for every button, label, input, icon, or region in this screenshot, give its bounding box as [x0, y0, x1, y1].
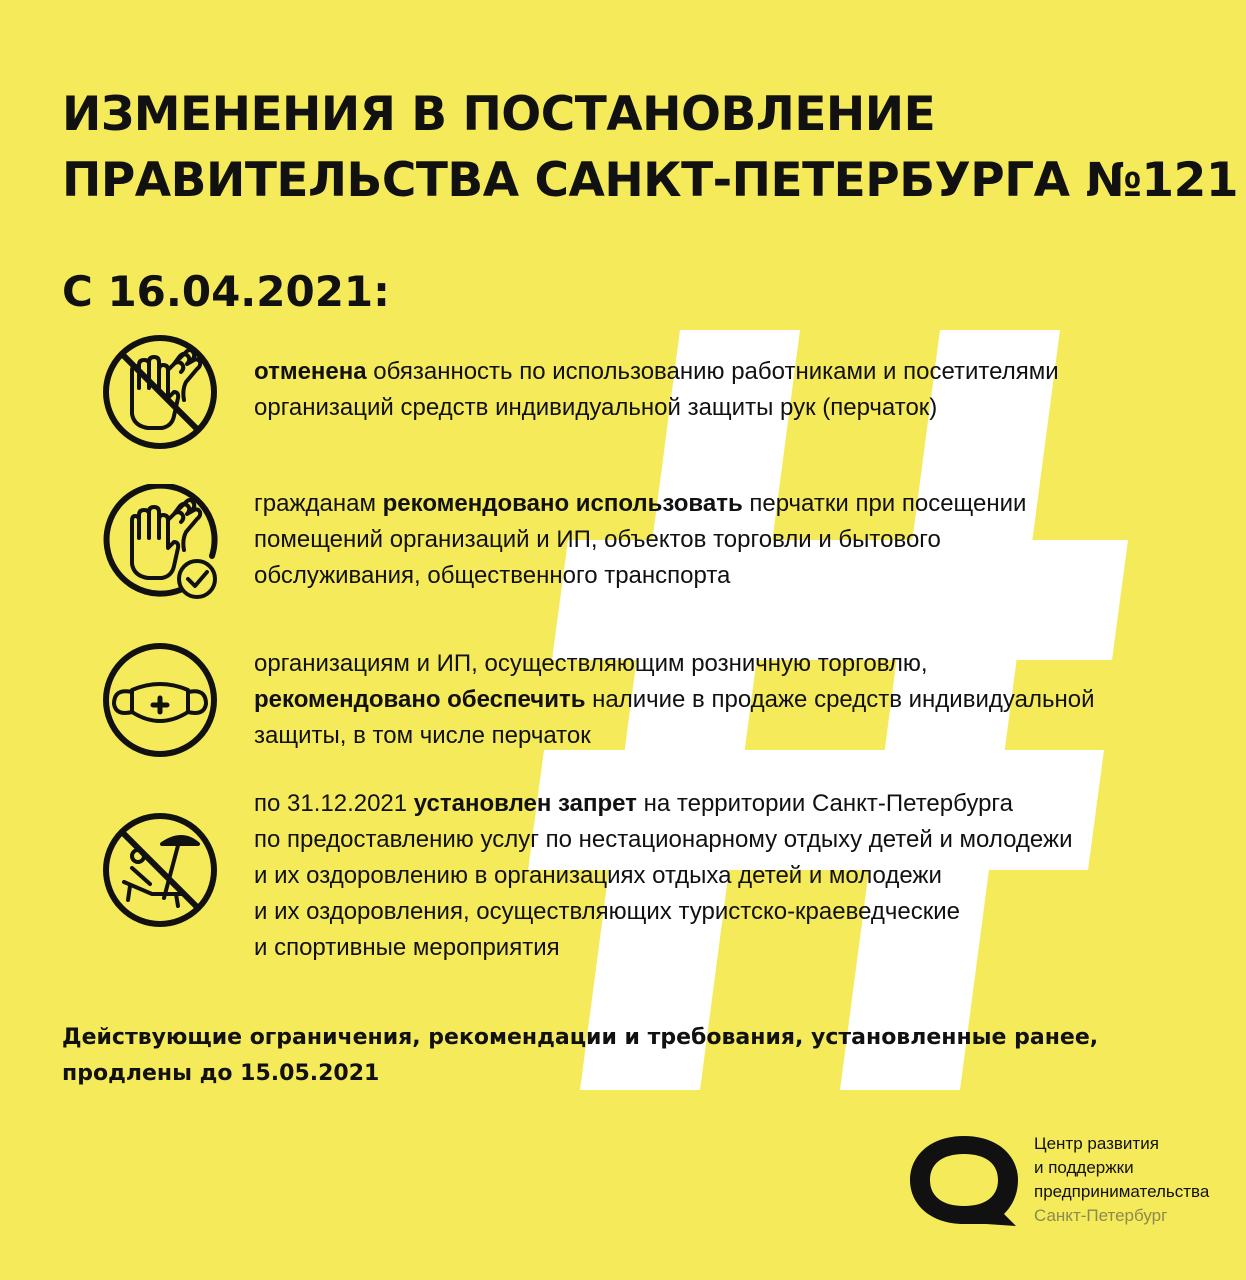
date-heading: С 16.04.2021:	[62, 267, 390, 316]
page-title	[62, 82, 1239, 214]
item-bold-text: рекомендовано использовать	[382, 490, 743, 517]
item-bold-text: установлен запрет	[413, 790, 637, 817]
item-line: организациям и ИП, осуществляющим розничную торговлю,	[254, 650, 928, 677]
item-gloves-recommended	[254, 486, 1214, 594]
item-text: обязанность по использованию работниками и посетителями	[366, 358, 1059, 385]
logo-line-1: Центр развития	[1034, 1134, 1159, 1153]
footer-note	[62, 1020, 1212, 1092]
item-text: по 31.12.2021	[254, 790, 414, 817]
item-text: на территории Санкт-Петербурга	[636, 790, 1013, 817]
title-line-2: ПРАВИТЕЛЬСТВА САНКТ-ПЕТЕРБУРГА №121	[62, 153, 1239, 208]
logo-icon	[904, 1130, 1024, 1230]
logo-text	[1034, 1132, 1234, 1228]
gloves-check-icon	[102, 484, 218, 600]
item-line: и их оздоровления, осуществляющих туристско-краеведческие	[254, 898, 961, 925]
item-line	[254, 682, 1214, 718]
item-line: помещений организаций и ИП, объектов торговли и бытового	[254, 526, 941, 553]
item-line: обслуживания, общественного транспорта	[254, 562, 731, 589]
title-line-1: ИЗМЕНЕНИЯ В ПОСТАНОВЛЕНИЕ	[62, 87, 936, 142]
no-gloves-icon	[102, 334, 218, 450]
item-line: организаций средств индивидуальной защиты рук (перчаток)	[254, 394, 938, 421]
item-line: и их оздоровлению в организациях отдыха детей и молодежи	[254, 862, 942, 889]
item-youth-leisure-ban	[254, 786, 1214, 966]
item-text: наличие в продаже средств индивидуальной	[585, 686, 1095, 713]
logo-line-3: предпринимательства	[1034, 1182, 1210, 1201]
item-gloves-cancelled	[254, 354, 1214, 426]
logo-line-2: и поддержки	[1034, 1158, 1134, 1177]
item-line: защиты, в том числе перчаток	[254, 722, 591, 749]
item-bold-text: отменена	[254, 358, 367, 385]
face-mask-icon	[102, 642, 218, 758]
no-beach-icon	[102, 812, 218, 928]
item-bold-text: рекомендовано обеспечить	[254, 686, 586, 713]
item-text: гражданам	[254, 490, 383, 517]
item-line	[254, 786, 1214, 822]
item-retail-ppe	[254, 646, 1214, 754]
item-line	[254, 354, 1214, 390]
item-text: перчатки при посещении	[742, 490, 1027, 517]
item-line: и спортивные мероприятия	[254, 934, 560, 961]
footer-line-2: продлены до 15.05.2021	[62, 1061, 380, 1086]
logo-line-city: Санкт-Петербург	[1034, 1206, 1168, 1225]
item-line: по предоставлению услуг по нестационарному отдыху детей и молодежи	[254, 826, 1073, 853]
item-line	[254, 486, 1214, 522]
footer-line-1: Действующие ограничения, рекомендации и требования, установленные ранее,	[62, 1025, 1099, 1050]
